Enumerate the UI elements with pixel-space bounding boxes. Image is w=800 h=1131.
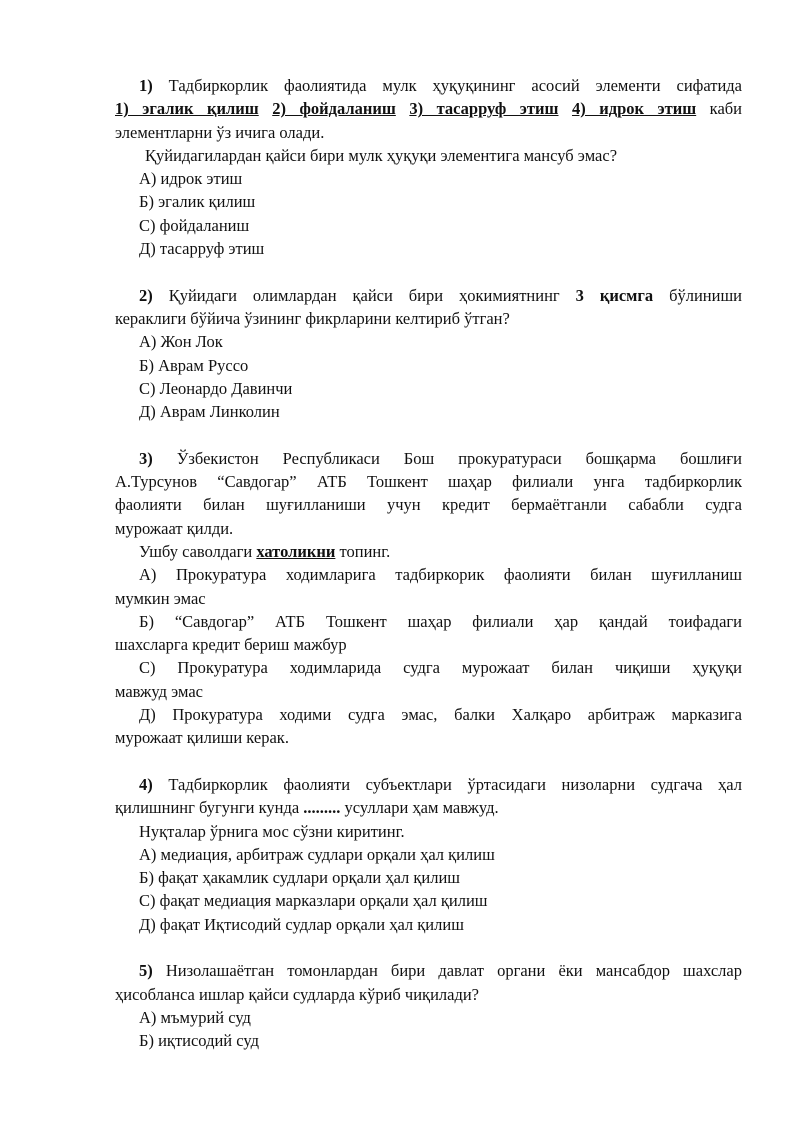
question-4-option-c: С) фақат медиация марказлари орқали ҳал қилиш	[139, 891, 488, 911]
question-2-stem-line-2: кераклиги бўйича ўзининг фикрларини келтириб ўтган?	[115, 308, 510, 328]
question-3	[115, 447, 742, 750]
question-5-stem-line-2: ҳисобланса ишлар қайси судларда кўриб чиқилади?	[115, 984, 480, 1004]
element-1: 1) эгалик қилиш	[115, 99, 259, 119]
question-1-option-a: А) идрок этиш	[139, 169, 243, 189]
element-3: 3) тасарруф этиш	[409, 99, 559, 119]
question-4-option-d: Д) фақат Иқтисодий судлар орқали ҳал қилиш	[139, 914, 464, 934]
question-1	[115, 74, 742, 260]
question-1-option-d: Д) тасарруф этиш	[139, 239, 265, 259]
question-3-stem-line-3: фаолияти билан шуғилланиши учун кредит бермаётганли сабабли судга	[115, 495, 742, 515]
question-number: 3)	[139, 448, 153, 468]
document-page	[115, 74, 742, 1052]
question-3-option-b-line-2: шахсларга кредит бериш мажбур	[115, 635, 347, 655]
question-5	[115, 959, 742, 1052]
question-3-option-a-line-1: А) Прокуратура ходимларига тадбиркорик фаолияти билан шуғилланиш	[139, 565, 742, 585]
question-4-option-b: Б) фақат ҳакамлик судлари орқали ҳал қилиш	[139, 868, 461, 888]
blank-dots: .........	[303, 798, 341, 818]
question-4-stem-line-2: қилишнинг бугунги кунда ......... усуллари ҳам мавжуд.	[115, 798, 499, 818]
question-4	[115, 773, 742, 936]
question-number: 2)	[139, 285, 153, 305]
element-2: 2) фойдаланиш	[272, 99, 396, 119]
question-2-option-c: С) Леонардо Давинчи	[139, 378, 293, 398]
question-2-option-a: А) Жон Лок	[139, 332, 223, 352]
question-number: 4)	[139, 774, 153, 794]
question-3-option-c-line-2: мавжуд эмас	[115, 681, 204, 701]
question-2	[115, 284, 742, 424]
question-4-option-a: А) медиация, арбитраж судлари орқали ҳал қилиш	[139, 844, 495, 864]
question-2-stem-line-1: 2) Қуйидаги олимлардан қайси бири ҳокимиятнинг 3 қисмга бўлиниши	[139, 285, 742, 305]
question-4-stem-line-1: 4) Тадбиркорлик фаолияти субъектлари ўртасидаги низоларни судгача ҳал	[139, 774, 742, 794]
question-number: 5)	[139, 961, 153, 981]
question-2-option-d: Д) Аврам Линколин	[139, 402, 280, 422]
question-3-option-d-line-1: Д) Прокуратура ходими судга эмас, балки Халқаро арбитраж марказига	[139, 705, 742, 725]
question-3-option-a-line-2: мумкин эмас	[115, 588, 206, 608]
question-3-option-c-line-1: С) Прокуратура ходимларида судга мурожаат билан чиқиши ҳуқуқи	[139, 658, 742, 678]
question-1-stem-line-2: 1) эгалик қилиш 2) фойдаланиш 3) тасарруф этиш 4) идрок этиш каби	[115, 99, 742, 119]
question-1-option-c: С) фойдаланиш	[139, 215, 250, 235]
question-3-stem-line-4: мурожаат қилди.	[115, 518, 234, 538]
question-3-option-b-line-1: Б) “Савдогар” АТБ Тошкент шаҳар филиали ҳар қандай тоифадаги	[139, 611, 742, 631]
question-3-stem-line-2: А.Турсунов “Савдогар” АТБ Тошкент шаҳар филиали унга тадбиркорлик	[115, 472, 742, 492]
question-number: 1)	[139, 76, 153, 95]
question-4-prompt: Нуқталар ўрнига мос сўзни киритинг.	[139, 821, 405, 841]
question-3-prompt: Ушбу саволдаги хатоликни топинг.	[139, 541, 391, 561]
question-5-option-a: А) мъмурий суд	[139, 1007, 251, 1027]
question-3-stem-line-1: 3) Ўзбекистон Республикаси Бош прокуратураси бошқарма бошлиғи	[139, 448, 742, 468]
emphasis-three-parts: 3 қисмга	[575, 285, 654, 305]
question-5-option-b: Б) иқтисодий суд	[139, 1031, 259, 1051]
question-1-prompt: Қуйидагилардан қайси бири мулк ҳуқуқи элементига мансуб эмас?	[145, 145, 618, 165]
question-5-stem-line-1: 5) Низолашаётган томонлардан бири давлат органи ёки мансабдор шахслар	[139, 961, 742, 981]
question-2-option-b: Б) Аврам Руссо	[139, 355, 249, 375]
question-3-option-d-line-2: мурожаат қилиши керак.	[115, 728, 289, 748]
question-1-option-b: Б) эгалик қилиш	[139, 192, 256, 212]
question-1-stem-line-1: 1) Тадбиркорлик фаолиятида мулк ҳуқуқининг асосий элементи сифатида	[139, 76, 742, 95]
element-4: 4) идрок этиш	[571, 99, 697, 119]
question-1-stem-line-3: элементларни ўз ичига олади.	[115, 122, 325, 142]
emphasis-error: хатоликни	[256, 541, 336, 561]
